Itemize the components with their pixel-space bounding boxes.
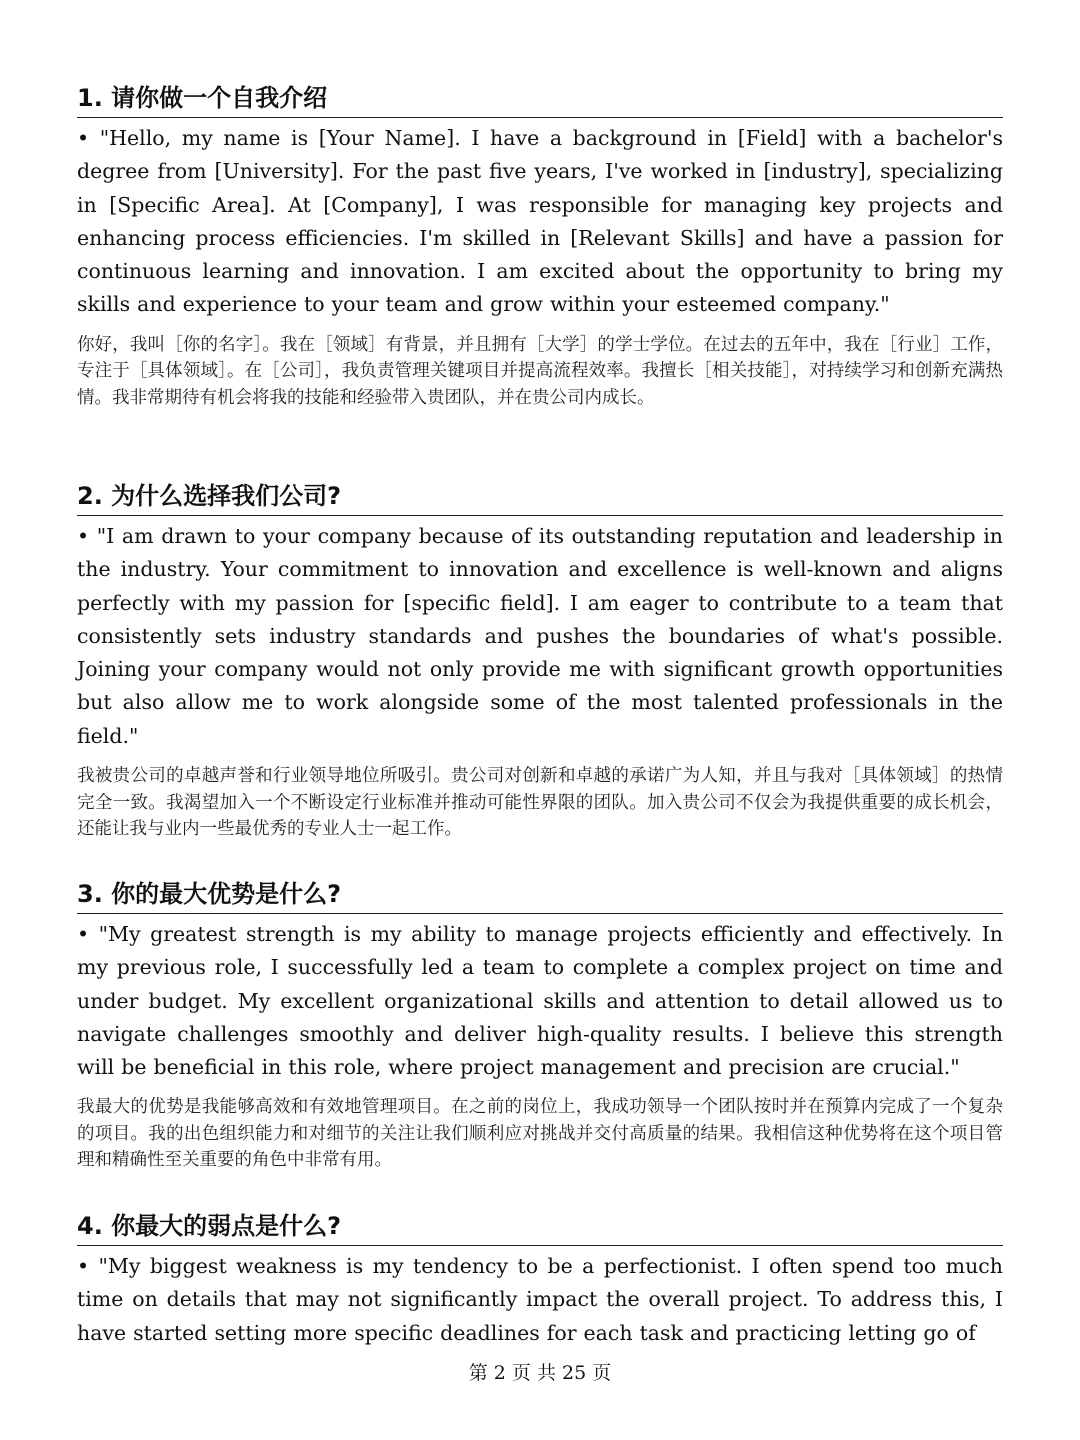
english-answer: • "My biggest weakness is my tendency to be a perfectionist. I often spend too much time on details that may not significantly impact the overall project. To address this, I have started setting more specific deadlines for each task and practicing letting go of	[77, 1254, 1003, 1345]
section-heading: 2. 为什么选择我们公司?	[77, 481, 1003, 516]
section-heading: 4. 你最大的弱点是什么?	[77, 1211, 1003, 1246]
chinese-translation: 你好，我叫［你的名字］。我在［领域］有背景，并且拥有［大学］的学士学位。在过去的五年中，我在［行业］工作，专注于［具体领域］。在［公司］，我负责管理关键项目并提高流程效率。我擅长［相关技能］，对持续学习和创新充满热情。我非常期待有机会将我的技能和经验带入贵团队，并在贵公司内成长。	[77, 334, 1003, 408]
section-heading: 3. 你的最大优势是什么?	[77, 879, 1003, 914]
section-greatest-weakness	[77, 1211, 1003, 1350]
english-answer: • "My greatest strength is my ability to manage projects efficiently and effectively. In my previous role, I successfully led a team to complete a complex project on time and under budget. My excellent organizational skills and attention to detail allowed us to navigate challenges smoothly and deliver high-quality results. I believe this strength will be beneficial in this role, where project management and precision are crucial."	[77, 922, 1003, 1080]
section-greatest-strength	[77, 879, 1003, 1174]
section-why-our-company	[77, 481, 1003, 843]
english-answer: • "Hello, my name is [Your Name]. I have a background in [Field] with a bachelor's degree from [University]. For the past five years, I've worked in [industry], specializing in [Specific Area]. At [Company], I was responsible for managing key projects and enhancing process efficiencies. I'm skilled in [Relevant Skills] and have a passion for continuous learning and innovation. I am excited about the opportunity to bring my skills and experience to your team and grow within your esteemed company."	[77, 126, 1003, 317]
chinese-translation: 我被贵公司的卓越声誉和行业领导地位所吸引。贵公司对创新和卓越的承诺广为人知，并且与我对［具体领域］的热情完全一致。我渴望加入一个不断设定行业标准并推动可能性界限的团队。加入贵公司不仅会为我提供重要的成长机会，还能让我与业内一些最优秀的专业人士一起工作。	[77, 766, 1003, 840]
english-answer: • "I am drawn to your company because of its outstanding reputation and leadership in the industry. Your commitment to innovation and excellence is well-known and aligns perfectly with my passion for [specific field]. I am eager to contribute to a team that consistently sets industry standards and pushes the boundaries of what's possible. Joining your company would not only provide me with significant growth opportunities but also allow me to work alongside some of the most talented professionals in the field."	[77, 524, 1003, 748]
chinese-translation: 我最大的优势是我能够高效和有效地管理项目。在之前的岗位上，我成功领导一个团队按时并在预算内完成了一个复杂的项目。我的出色组织能力和对细节的关注让我们顺利应对挑战并交付高质量的结果。我相信这种优势将在这个项目管理和精确性至关重要的角色中非常有用。	[77, 1097, 1003, 1171]
section-heading: 1. 请你做一个自我介绍	[77, 83, 1003, 118]
section-self-introduction	[77, 83, 1003, 411]
page-number-footer: 第 2 页 共 25 页	[468, 1362, 612, 1384]
